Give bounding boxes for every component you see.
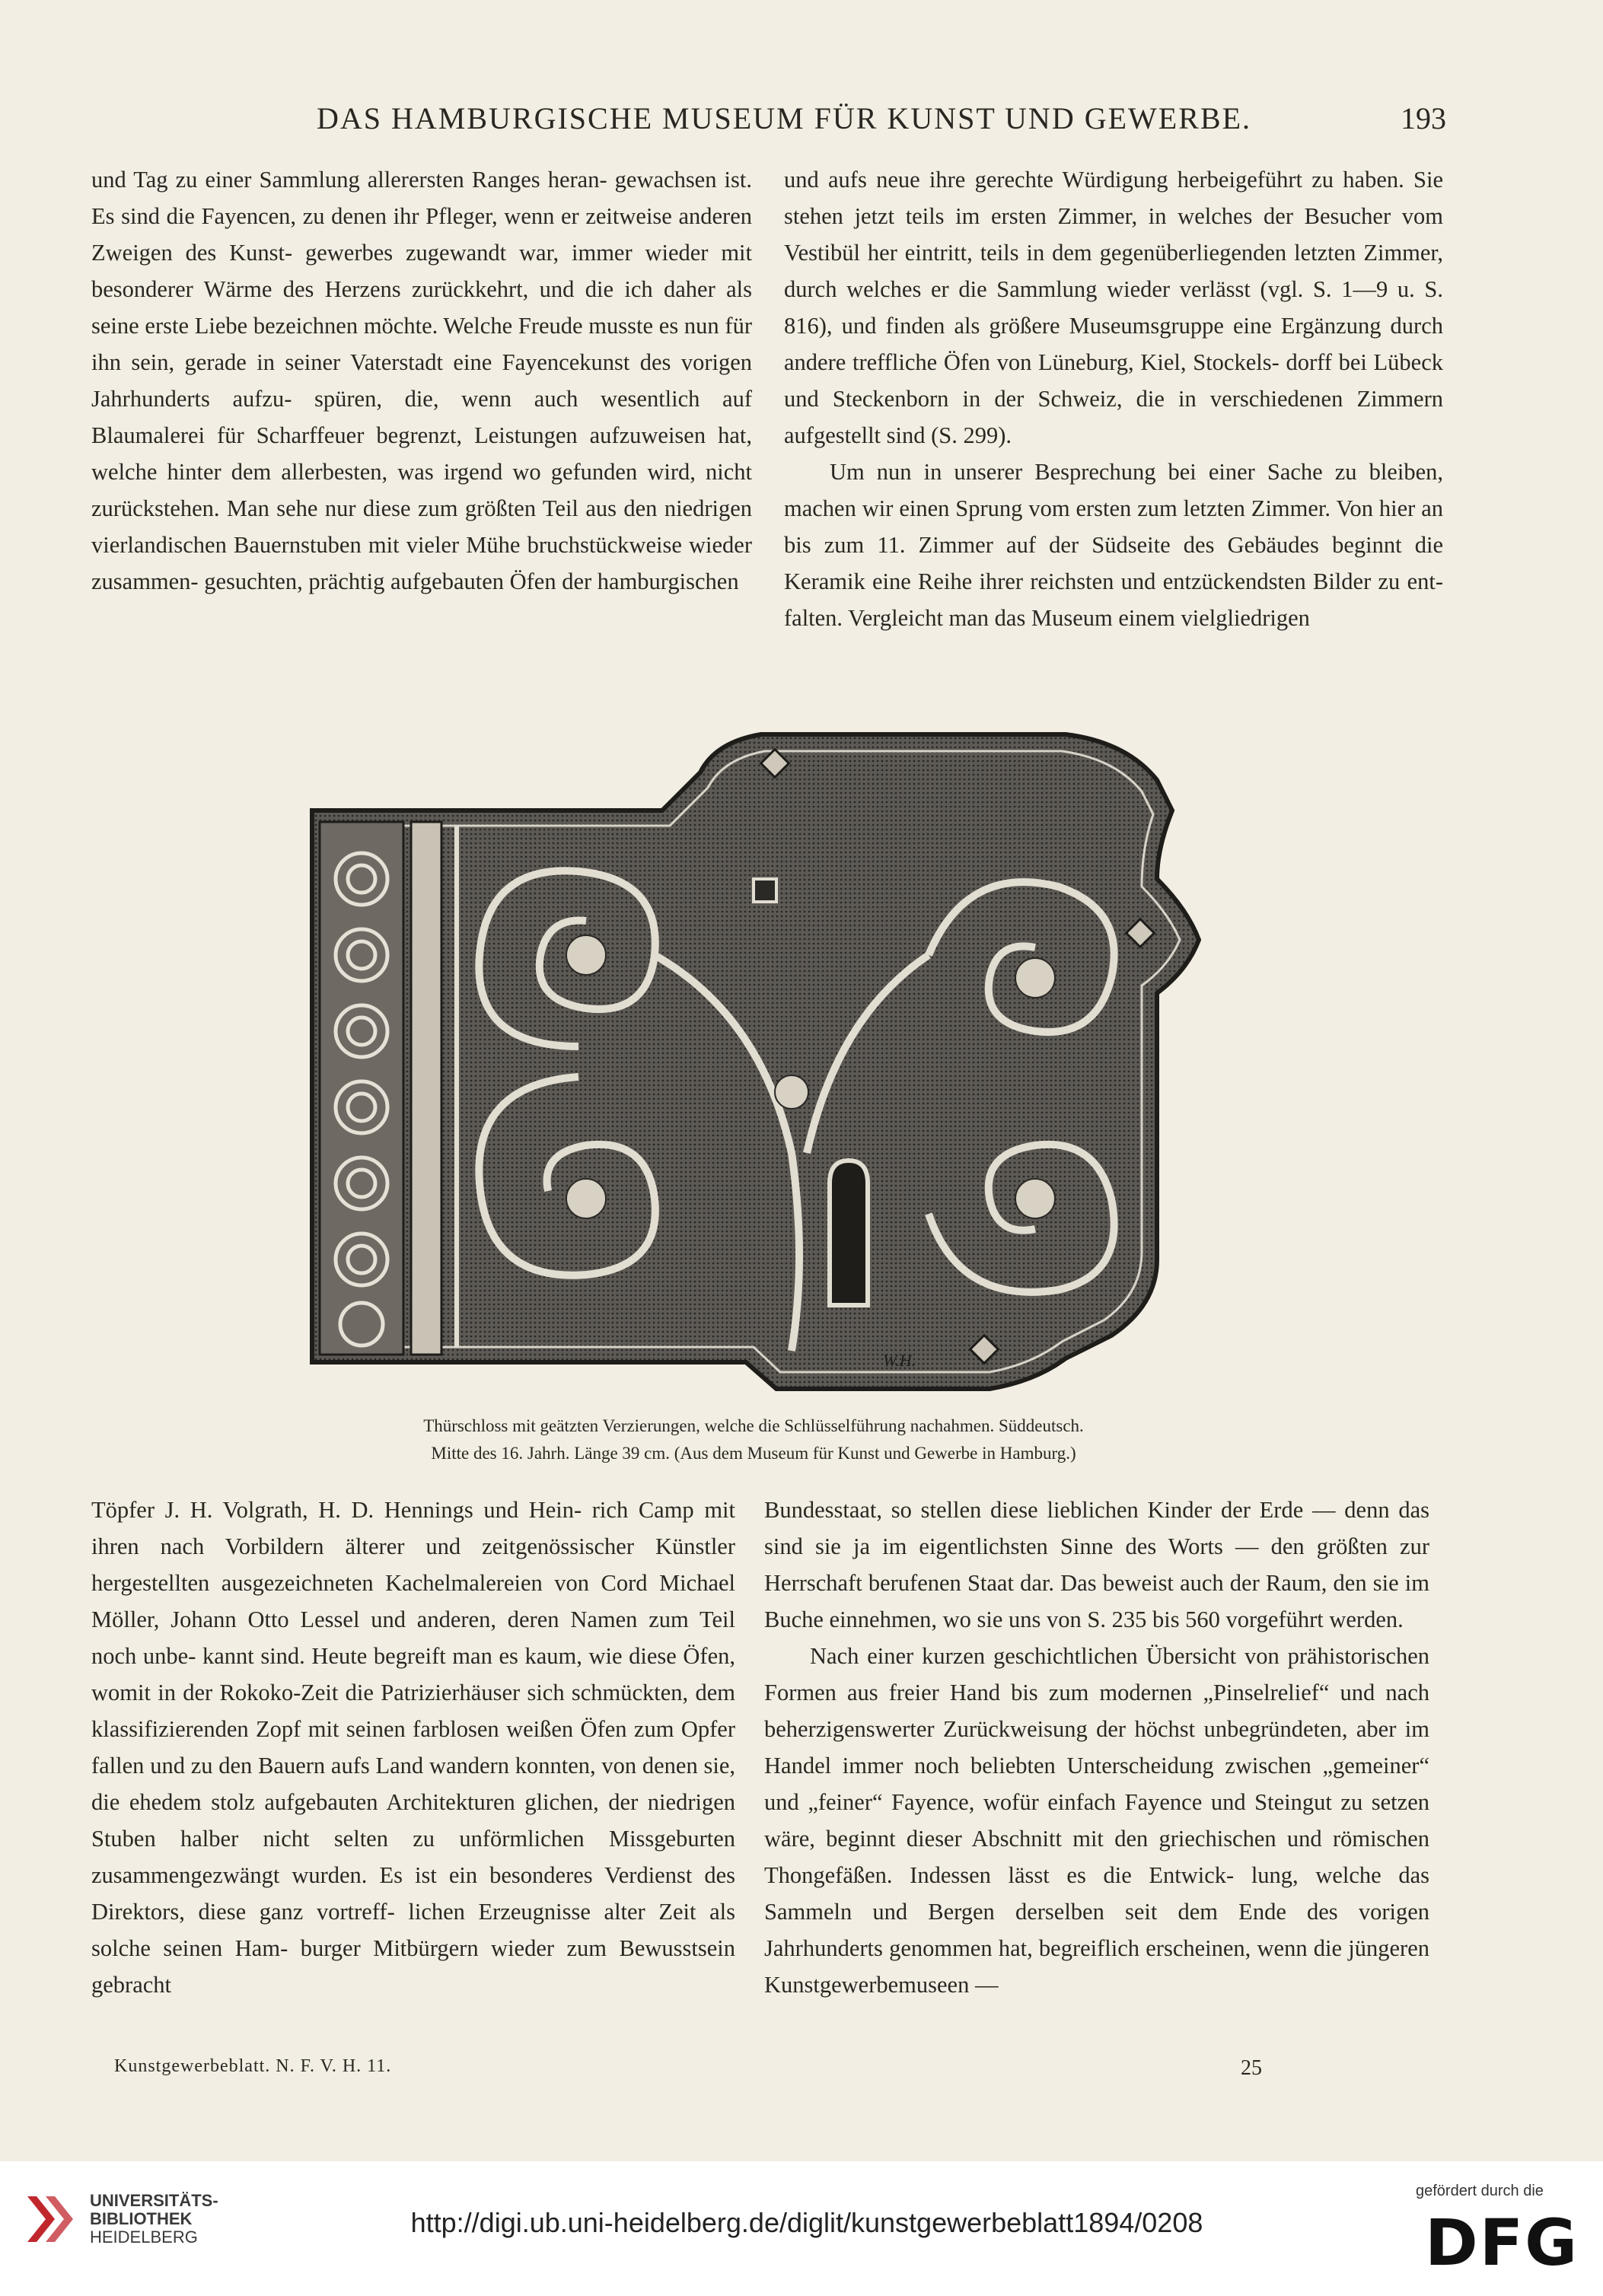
- university-library-logo-icon[interactable]: [23, 2192, 78, 2247]
- library-line: HEIDELBERG: [90, 2228, 198, 2247]
- sponsor-text: gefördert durch die: [1416, 2183, 1544, 2199]
- library-line: BIBLIOTHEK: [90, 2209, 193, 2228]
- caption-line: Mitte des 16. Jahrh. Länge 39 cm. (Aus dem Museum für Kunst und Gewerbe in Hamburg.): [431, 1444, 1076, 1463]
- column-top-left: [91, 161, 752, 600]
- digitization-bar: [0, 2161, 1603, 2296]
- journal-footer: Kunstgewerbeblatt. N. F. V. H. 11.: [114, 2056, 392, 2076]
- library-line: UNIVERSITÄTS-: [90, 2191, 218, 2210]
- paragraph: Nach einer kurzen geschichtlichen Übersicht von prähistorischen Formen aus freier Hand bis zum modernen „Pinselrelief“ und nach beherzigenswerter Zurückweisung der höchst unbegründeten, aber im Handel immer noch beliebten Unterscheidung zwischen „gemeiner“ und „feiner“ Fayence, wofür einfach Fayence und Steingut zu setzen wäre, beginnt dieser Abschnitt mit den griechischen und römischen Thongefäßen. Indessen lässt es die Entwick- lung, welche das Sammeln und Bergen derselben seit dem Ende des vorigen Jahrhunderts genommen hat, begreiflich erscheinen, wenn die jüngeren Kunstgewerbemuseen —: [764, 1643, 1429, 1998]
- caption-line: Thürschloss mit geätzten Verzierungen, welche die Schlüsselführung nachahmen. Süddeutsch.: [423, 1416, 1084, 1435]
- column-bottom-right: [764, 1492, 1429, 2003]
- engraver-signature: W.H.: [883, 1351, 916, 1370]
- paragraph: und aufs neue ihre gerechte Würdigung herbeigeführt zu haben. Sie stehen jetzt teils im ersten Zimmer, in welches der Besucher vom Vestibül her eintritt, teils in dem gegenüberliegenden letzten Zimmer, durch welches er die Sammlung wieder verlässt (vgl. S. 1—9 u. S. 816), und finden als größere Museumsgruppe eine Ergänzung durch andere treffliche Öfen von Lüneburg, Kiel, Stockels- dorff bei Lübeck und Steckenborn in der Schweiz, die in verschiedenen Zimmern aufgestellt sind (S. 299).: [784, 167, 1443, 448]
- signature-mark: 25: [1241, 2056, 1262, 2080]
- column-bottom-left: [91, 1492, 735, 2003]
- paragraph: Um nun in unserer Besprechung bei einer Sache zu bleiben, machen wir einen Sprung vom ersten zum letzten Zimmer. Von hier an bis zum 11. Zimmer auf der Südseite des Gebäudes beginnt die Keramik eine Reihe ihrer reichsten und entzückendsten Bilder zu ent- falten. Vergleicht man das Museum einem vielgliedrigen: [784, 459, 1443, 631]
- page-number: 193: [1401, 101, 1446, 135]
- dfg-logo[interactable]: DFG: [1425, 2205, 1579, 2280]
- running-title: DAS HAMBURGISCHE MUSEUM FÜR KUNST UND GEWERBE.: [316, 101, 1252, 135]
- paragraph: und Tag zu einer Sammlung allerersten Ranges heran- gewachsen ist. Es sind die Fayencen, zu denen ihr Pfleger, wenn er zeitweise anderen Zweigen des Kunst- gewerbes zugewandt war, immer wieder mit besonderer Wärme des Herzens zurückkehrt, und die ich daher als seine erste Liebe bezeichnen möchte. Welche Freude musste es nun für ihn sein, gerade in seiner Vaterstadt eine Fayencekunst des vorigen Jahrhunderts aufzu- spüren, die, wenn auch wesentlich auf Blaumalerei für Scharffeuer begrenzt, Leistungen aufzuweisen hat, welche hinter dem allerbesten, was irgend wo gefunden wird, nicht zurückstehen. Man sehe nur diese zum größten Teil aus den niedrigen vierlandischen Bauernstuben mit vieler Mühe bruchstückweise wieder zusammen- gesuchten, prächtig aufgebauten Öfen der hamburgischen: [91, 167, 752, 594]
- paragraph: Töpfer J. H. Volgrath, H. D. Hennings und Hein- rich Camp mit ihren nach Vorbildern älterer und zeitgenössischer Künstler hergestellten ausgezeichneten Kachelmalereien von Cord Michael Möller, Johann Otto Lessel und anderen, deren Namen zum Teil noch unbe- kannt sind. Heute begreift man es kaum, wie diese Öfen, womit in der Rokoko-Zeit die Patrizierhäuser sich schmückten, dem klassifizierenden Zopf mit seinen farblosen weißen Öfen zum Opfer fallen und zu den Bauern aufs Land wandern konnten, von denen sie, die ehedem stolz aufgebauten Architekturen glichen, der niedrigen Stuben halber nicht selten zu unförmlichen Missgeburten zusammengezwängt wurden. Es ist ein besonderes Verdienst des Direktors, diese ganz vortreff- lichen Erzeugnisse alter Zeit als solche seinen Ham- burger Mitbürgern wieder zum Bewusstsein gebracht: [91, 1497, 735, 1998]
- column-top-right: [784, 161, 1443, 636]
- lock-plate-illustration: [304, 727, 1203, 1396]
- paragraph: Bundesstaat, so stellen diese lieblichen Kinder der Erde — denn das sind sie ja im eigentlichsten Sinne des Worts — den größten zur Herrschaft berufenen Staat dar. Das beweist auch der Raum, den sie im Buche einnehmen, wo sie uns von S. 235 bis 560 vorgeführt werden.: [764, 1497, 1429, 1632]
- permalink-url[interactable]: http://digi.ub.uni-heidelberg.de/diglit/kunstgewerbeblatt1894/0208: [410, 2207, 1203, 2238]
- figure-caption: [183, 1412, 1324, 1467]
- university-library-name[interactable]: [90, 2192, 218, 2247]
